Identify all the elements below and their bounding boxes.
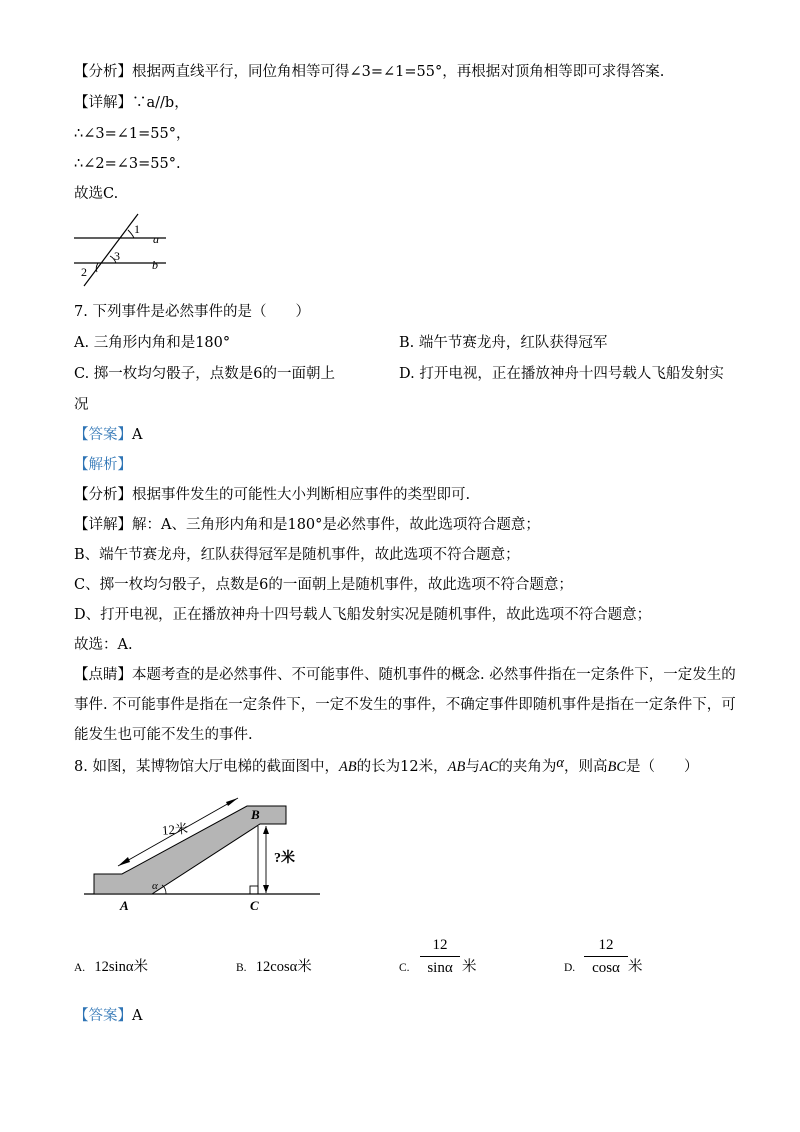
q7-answer-line xyxy=(74,425,142,445)
q8-option-c-tag: C. xyxy=(399,962,410,974)
q8-option-a xyxy=(74,957,148,978)
q7-analysis: 【分析】根据事件发生的可能性大小判断相应事件的类型即可. xyxy=(74,487,471,503)
q7-question: 7. 下列事件是必然事件的是（ ） xyxy=(74,304,310,320)
q8-segment-bc: BC xyxy=(607,759,627,775)
right-angle-mark xyxy=(250,886,258,894)
q6-detail: 【详解】∵a//b， xyxy=(74,95,189,111)
q7-option-d-wrap: 况 xyxy=(74,397,89,413)
label-b: b xyxy=(152,258,158,272)
q8-option-c-numerator: 12 xyxy=(432,937,448,953)
q7-detail-b: B、端午节赛龙舟，红队获得冠军是随机事件，故此选项不符合题意； xyxy=(74,547,520,563)
height-arrow-bottom xyxy=(263,885,269,893)
q7-comment-2: 事件. 不可能事件是指在一定条件下，一定不发生的事件，不确定事件即随机事件是指在一定条件下，可 xyxy=(74,697,736,713)
q8-option-c-tag-wrap xyxy=(399,957,410,978)
q7-detail-d: D、打开电视，正在播放神舟十四号载人飞船发射实况是随机事件，故此选项不符合题意； xyxy=(74,607,652,623)
label-point-b: B xyxy=(251,807,260,822)
q6-conclusion: 故选C. xyxy=(74,186,119,202)
q7-option-d: D. 打开电视，正在播放神舟十四号载人飞船发射实 xyxy=(399,366,724,382)
q8-option-d-fraction xyxy=(584,936,628,977)
q8-option-b-value: 12cosα xyxy=(255,959,298,975)
q8-option-c-unit: 米 xyxy=(462,959,477,975)
q7-answer-tag: 【答案】 xyxy=(74,427,132,443)
q8-option-b xyxy=(236,957,312,978)
q8-q-prefix: 8. 如图，某博物馆大厅电梯的截面图中， xyxy=(74,759,339,775)
q7-detail-a: 【详解】解：A、三角形内角和是180°是必然事件，故此选项符合题意； xyxy=(74,517,540,533)
q7-comment-1: 【点睛】本题考查的是必然事件、不可能事件、随机事件的概念. 必然事件指在一定条件下，一定发生的 xyxy=(74,667,736,683)
q8-option-d-tag-wrap xyxy=(564,957,575,978)
transversal xyxy=(84,214,138,286)
q8-option-c-fraction xyxy=(420,936,460,977)
label-3: 3 xyxy=(114,249,120,263)
q8-option-b-tag: B. xyxy=(236,962,247,974)
q8-q-mid2: 与 xyxy=(465,759,480,775)
q8-segment-ab: AB xyxy=(338,759,357,775)
q6-step1: ∴∠3=∠1=55°， xyxy=(74,126,191,142)
q7-comment-3: 能发生也可能不发生的事件. xyxy=(74,727,253,743)
q8-option-d-unit: 米 xyxy=(628,959,643,975)
q8-option-b-unit: 米 xyxy=(297,959,312,975)
q7-option-c: C. 掷一枚均匀骰子，点数是6的一面朝上 xyxy=(74,366,336,382)
q8-q-mid1: 的长为12米， xyxy=(356,759,448,775)
label-1: 1 xyxy=(134,222,140,236)
q8-answer: A xyxy=(132,1008,143,1024)
dim-arrow-start xyxy=(118,857,130,866)
parallel-lines-figure xyxy=(70,210,170,288)
label-2: 2 xyxy=(81,265,87,279)
q8-q-mid4: ，则高 xyxy=(564,759,608,775)
q7-detail-c: C、掷一枚均匀骰子，点数是6的一面朝上是随机事件，故此选项不符合题意； xyxy=(74,577,573,593)
label-point-a: A xyxy=(120,898,129,913)
q8-option-a-unit: 米 xyxy=(133,959,148,975)
q8-answer-line xyxy=(74,1006,142,1026)
escalator-figure xyxy=(80,786,330,914)
q6-analysis: 【分析】根据两直线平行，同位角相等可得∠3=∠1=55°，再根据对顶角相等即可求得答案. xyxy=(74,64,665,80)
q6-step2: ∴∠2=∠3=55°. xyxy=(74,156,181,172)
q8-q-mid3: 的夹角为 xyxy=(498,759,557,775)
q7-conclusion: 故选：A. xyxy=(74,637,133,653)
label-a: a xyxy=(153,232,159,246)
label-point-c: C xyxy=(250,898,259,913)
label-height: ?米 xyxy=(274,851,295,866)
q8-option-d-tag: D. xyxy=(564,962,576,974)
q7-option-b: B. 端午节赛龙舟，红队获得冠军 xyxy=(399,335,608,351)
label-alpha: α xyxy=(152,880,158,892)
q8-answer-tag: 【答案】 xyxy=(74,1008,132,1024)
q8-segment-ab-2: AB xyxy=(447,759,466,775)
q8-segment-ac: AC xyxy=(479,759,499,775)
height-arrow-top xyxy=(263,826,269,834)
q7-option-a: A. 三角形内角和是180° xyxy=(74,335,231,351)
q7-answer: A xyxy=(132,427,143,443)
q8-question xyxy=(74,757,699,777)
q7-analysis-tag: 【解析】 xyxy=(74,457,132,473)
q8-option-d-numerator: 12 xyxy=(598,937,614,953)
q8-option-c-bar xyxy=(420,956,460,957)
q8-option-a-tag: A. xyxy=(74,962,86,974)
dim-arrow-end xyxy=(226,798,238,806)
q8-alpha: α xyxy=(556,755,564,771)
q8-option-a-value: 12sinα xyxy=(94,959,134,975)
label-12m: 12米 xyxy=(161,820,189,838)
q8-option-d-bar xyxy=(584,956,628,957)
q8-q-suffix: 是（ ） xyxy=(626,759,699,775)
q8-option-d-denominator: cosα xyxy=(592,960,620,976)
q8-option-c-denominator: sinα xyxy=(427,960,453,976)
